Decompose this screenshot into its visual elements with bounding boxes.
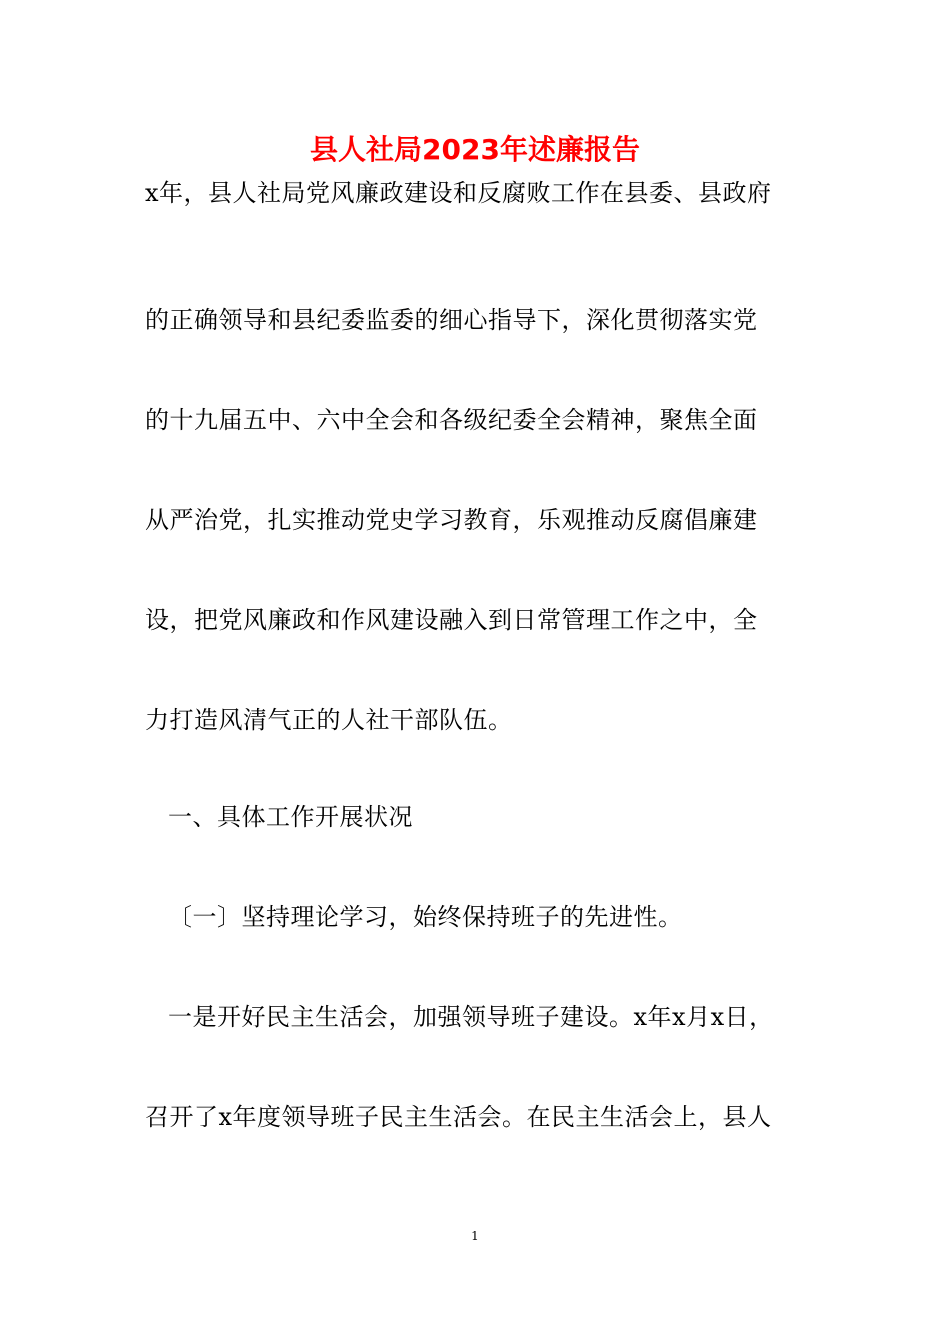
- paragraph-line-2: 的正确领导和县纪委监委的细心指导下，深化贯彻落实党: [145, 306, 758, 334]
- paragraph-line-4: 从严治党，扎实推动党史学习教育，乐观推动反腐倡廉建: [145, 506, 758, 534]
- paragraph-line-10: 召开了x年度领导班子民主生活会。在民主生活会上，县人: [145, 1103, 772, 1131]
- paragraph-line-1: x年，县人社局党风廉政建设和反腐败工作在县委、县政府: [145, 179, 772, 207]
- document-title: 县人社局2023年述廉报告: [310, 133, 640, 166]
- section-heading: 一、具体工作开展状况: [168, 803, 413, 831]
- subsection-heading: 〔一〕坚持理论学习，始终保持班子的先进性。: [168, 903, 683, 931]
- paragraph-line-6: 力打造风清气正的人社干部队伍。: [145, 706, 513, 734]
- paragraph-line-3: 的十九届五中、六中全会和各级纪委全会精神，聚焦全面: [145, 406, 758, 434]
- page-number: 1: [471, 1229, 479, 1243]
- paragraph-line-5: 设，把党风廉政和作风建设融入到日常管理工作之中，全: [145, 606, 758, 634]
- paragraph-line-9: 一是开好民主生活会，加强领导班子建设。x年x月x日，: [168, 1003, 774, 1031]
